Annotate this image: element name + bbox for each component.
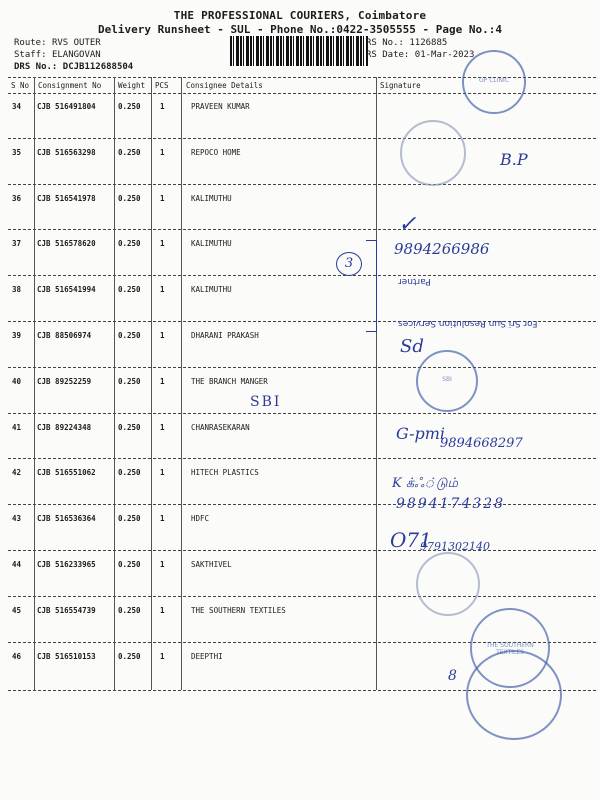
cell-consignment: CJB 516563298: [37, 147, 96, 157]
cell-weight: 0.250: [118, 239, 141, 249]
row-divider: [8, 275, 596, 276]
table-row: [8, 598, 378, 643]
rs-date-value: 01-Mar-2023: [414, 50, 475, 60]
handwritten-name-41: G-pmi: [396, 424, 446, 443]
cell-consignment: CJB 516536364: [37, 514, 96, 524]
cell-pcs: 1: [160, 331, 165, 340]
cell-consignment: CJB 516541994: [37, 285, 96, 295]
cell-pcs: 1: [160, 422, 165, 432]
col-header-pcs: PCS: [155, 81, 169, 90]
row-divider: [8, 367, 596, 368]
cell-consignee: KALIMUTHU: [191, 285, 232, 295]
cell-pcs: 1: [160, 560, 165, 569]
row-divider: [8, 596, 596, 597]
cell-consignment: CJB 516510153: [37, 651, 96, 661]
cell-sno: 37: [12, 239, 22, 249]
check-mark: ✓: [398, 212, 417, 237]
cell-pcs: 1: [160, 147, 165, 157]
rs-date-label: RS Date:: [366, 50, 410, 60]
cell-consignee: CHANRASEKARAN: [191, 422, 250, 432]
signature-46: 8: [448, 668, 457, 684]
cell-consignment: CJB 516491804: [37, 102, 96, 111]
cell-sno: 46: [12, 651, 22, 661]
table-row: [8, 644, 378, 689]
cell-sno: 36: [12, 193, 22, 203]
cell-pcs: 1: [160, 605, 165, 615]
signature-35: B.P: [500, 150, 528, 169]
round-seal-stamp: [416, 552, 480, 616]
cell-pcs: 1: [160, 514, 165, 524]
gp-clinic-stamp: GP CLINIC: [462, 50, 526, 114]
row-divider: [8, 229, 596, 230]
table-row: [8, 415, 378, 460]
handwritten-phone-43: 9791302140: [420, 540, 490, 553]
col-header-consignee: Consignee Details: [186, 81, 263, 90]
rs-info: [366, 37, 474, 61]
row-divider: [8, 458, 596, 459]
cell-pcs: 1: [160, 651, 165, 661]
table-row: [8, 323, 378, 368]
cell-sno: 39: [12, 331, 22, 340]
table-row: [8, 552, 378, 597]
col-header-sno: S No: [11, 81, 30, 90]
row-divider: [8, 504, 596, 505]
staff-value: ELANGOVAN: [51, 50, 101, 60]
cell-consignment: CJB 516578620: [37, 239, 96, 249]
cell-weight: 0.250: [118, 193, 141, 203]
cell-sno: 38: [12, 285, 22, 295]
cell-consignee: KALIMUTHU: [191, 239, 232, 249]
cell-consignee: HDFC: [191, 514, 210, 524]
cell-consignment: CJB 89224348: [37, 422, 92, 432]
grouping-bracket: [366, 240, 377, 332]
runsheet-subtitle: Delivery Runsheet - SUL - Phone No.:0422-3505555 - Page No.:4: [98, 23, 502, 36]
cell-sno: 45: [12, 605, 22, 615]
row-divider: [8, 184, 596, 185]
cell-consignment: CJB 516554739: [37, 605, 96, 615]
cell-weight: 0.250: [118, 285, 141, 295]
cell-sno: 40: [12, 376, 22, 386]
cell-weight: 0.250: [118, 560, 141, 569]
circled-count: 3: [336, 252, 362, 276]
cell-sno: 34: [12, 102, 22, 111]
handwritten-phone-41: 9894668297: [440, 436, 523, 451]
signature-43: O71: [390, 528, 432, 552]
cell-consignment: CJB 516541978: [37, 193, 96, 203]
cell-consignee: DEEPTHI: [191, 651, 223, 661]
cell-sno: 41: [12, 422, 22, 432]
cell-weight: 0.250: [118, 331, 141, 340]
sbi-branch-stamp: SBI: [416, 350, 478, 412]
row-divider: [8, 413, 596, 414]
handwritten-phone-37: 9894266986: [394, 240, 490, 258]
cell-consignee: HITECH PLASTICS: [191, 468, 259, 478]
cell-weight: 0.250: [118, 514, 141, 524]
cell-weight: 0.250: [118, 422, 141, 432]
col-header-signature: Signature: [380, 81, 421, 90]
signature-39: Sd: [400, 336, 424, 357]
cell-weight: 0.250: [118, 147, 141, 157]
cell-weight: 0.250: [118, 102, 141, 111]
upside-stamp-text: For Sri Sun Resolution Services: [398, 318, 538, 328]
route-value: RVS OUTER: [51, 38, 101, 48]
cell-consignment: CJB 88506974: [37, 331, 92, 340]
table-row: [8, 277, 378, 322]
route-info: [14, 37, 133, 73]
cell-consignee: KALIMUTHU: [191, 193, 232, 203]
col-header-consignment: Consignment No: [38, 81, 102, 90]
table-row: [8, 140, 378, 185]
cell-weight: 0.250: [118, 605, 141, 615]
company-title: THE PROFESSIONAL COURIERS, Coimbatore: [173, 9, 427, 22]
cell-pcs: 1: [160, 376, 165, 386]
cell-pcs: 1: [160, 193, 165, 203]
table-row: [8, 186, 378, 231]
cell-consignee: THE BRANCH MANGER: [191, 376, 268, 386]
cell-pcs: 1: [160, 239, 165, 249]
partner-upside-text: Partner: [398, 276, 431, 286]
barcode: [230, 36, 368, 66]
company-seal-stamp: [466, 650, 562, 740]
cell-consignee: THE SOUTHERN TEXTILES: [191, 605, 286, 615]
rs-no-value: 1126885: [409, 38, 448, 48]
table-row: [8, 231, 378, 276]
cell-sno: 43: [12, 514, 22, 524]
cell-pcs: 1: [160, 285, 165, 295]
grey-seal-stamp: [400, 120, 466, 186]
southern-textiles-stamp: THE SOUTHERN TEXTILES: [470, 608, 550, 688]
cell-sno: 44: [12, 560, 22, 569]
cell-pcs: 1: [160, 468, 165, 478]
cell-weight: 0.250: [118, 376, 141, 386]
handwritten-name-42: K க்ஃ்டும்: [392, 476, 458, 491]
drs-label: DRS No.:: [14, 62, 58, 72]
staff-label: Staff:: [14, 50, 47, 60]
table-row: [8, 460, 378, 505]
cell-consignee: SAKTHIVEL: [191, 560, 232, 569]
cell-sno: 35: [12, 147, 22, 157]
cell-consignment: CJB 89252259: [37, 376, 92, 386]
col-header-weight: Weight: [118, 81, 146, 90]
cell-pcs: 1: [160, 102, 165, 111]
handwritten-phone-42: 9894174328: [396, 496, 506, 512]
table-row: [8, 369, 378, 414]
table-row: [8, 94, 378, 139]
drs-value: DCJB112688504: [62, 62, 134, 72]
cell-consignment: CJB 516233965: [37, 560, 96, 569]
handwritten-bank-note: SBI: [250, 394, 282, 410]
cell-weight: 0.250: [118, 468, 141, 478]
cell-sno: 42: [12, 468, 22, 478]
rs-no-label: RS No.:: [366, 38, 404, 48]
row-divider: [8, 550, 596, 551]
cell-consignee: DHARANI PRAKASH: [191, 331, 259, 340]
row-divider: [8, 138, 596, 139]
cell-consignee: PRAVEEN KUMAR: [191, 102, 250, 111]
cell-consignment: CJB 516551062: [37, 468, 96, 478]
cell-weight: 0.250: [118, 651, 141, 661]
route-label: Route:: [14, 38, 47, 48]
table-row: [8, 506, 378, 551]
cell-consignee: REPOCO HOME: [191, 147, 241, 157]
